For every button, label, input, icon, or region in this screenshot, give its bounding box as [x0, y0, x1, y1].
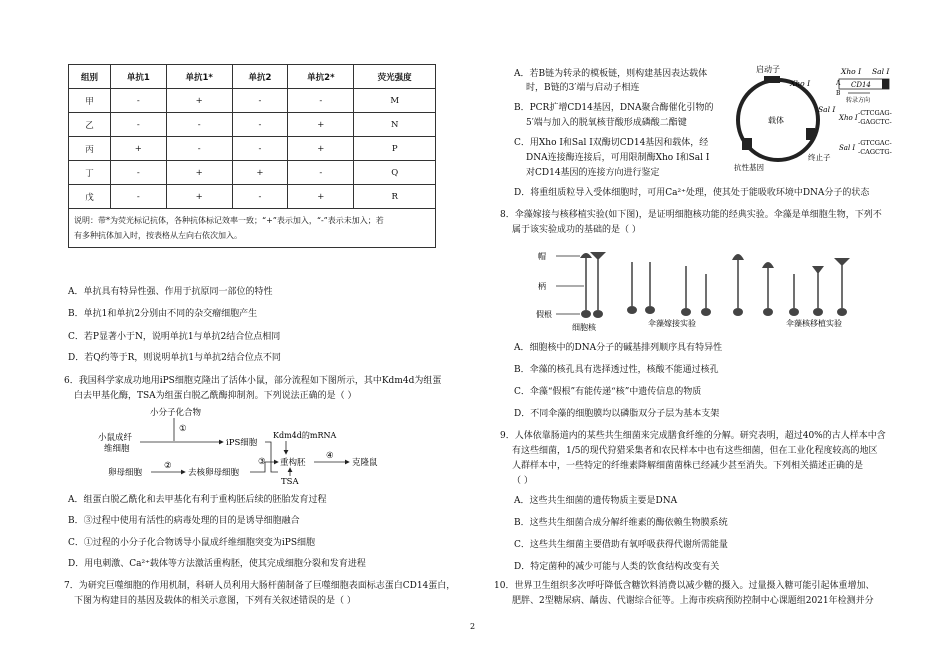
xho-cut-label: Xho I	[839, 114, 858, 122]
q8-stem: 8．伞藻嫁接与核移植实验(如下图)，是证明细胞核功能的经典实验。伞藻是单细胞生物，下列不	[500, 210, 882, 220]
table-cell: Q	[354, 161, 436, 185]
q9-option-d: D．特定菌种的减少可能与人类的饮食结构改变有关	[514, 562, 720, 572]
tsa-label: TSA	[281, 477, 299, 486]
a-chain-label: A	[836, 80, 841, 87]
resistance-mark	[742, 138, 752, 150]
q10-stem: 肥胖、2型糖尿病、龋齿、代谢综合征等。上海市疾病预防控制中心课题组2021年检测并分	[512, 596, 874, 606]
q5-option-b: B．单抗1和单抗2分别由不同的杂交瘤细胞产生	[68, 309, 258, 319]
step-1-label: ①	[179, 424, 187, 434]
q7-option-a: A．若B链为转录的模板链，则构建基因表达载体	[514, 69, 708, 79]
rhizoid-shape	[681, 308, 691, 316]
q7-stem: 7．为研究巨噬细胞的作用机制，科研人员利用大肠杆菌制备了巨噬细胞表面标志蛋白CD14蛋白，	[64, 581, 456, 591]
resistance-label: 抗性基因	[734, 163, 764, 172]
enucleated-label: 去核卵母细胞	[188, 468, 240, 478]
cap-shape	[812, 266, 824, 274]
table-cell: -	[110, 113, 166, 137]
table-header: 单抗2*	[288, 65, 354, 89]
q8-option-a: A．细胞核中的DNA分子的碱基排列顺序具有特异性	[514, 343, 723, 353]
antibody-table	[68, 64, 436, 248]
table-row	[69, 89, 436, 113]
q7-option-c: DNA连接酶连接后，可用限制酶Xho I和Sal I	[526, 153, 710, 163]
table-cell: +	[110, 137, 166, 161]
q8-stem: 属于该实验成功的基础的是（ ）	[512, 225, 641, 235]
table-cell: -	[232, 89, 288, 113]
mouse-fiber-label: 小鼠成纤	[98, 433, 133, 443]
xho-label: Xho I	[841, 67, 862, 76]
q8-option-b: B．伞藻的核孔具有选择透过性，核酸不能通过核孔	[514, 365, 719, 375]
step-2-label: ②	[164, 461, 172, 471]
rhizoid-shape	[733, 308, 743, 316]
table-cell: +	[288, 185, 354, 209]
table-header: 组别	[69, 65, 111, 89]
table-cell: -	[232, 137, 288, 161]
xho-cut-seq: -CTCGAG-	[858, 109, 892, 117]
xho-site-label: Xho I	[790, 79, 811, 88]
q7-option-c: 对CD14基因的连接方向进行鉴定	[526, 168, 660, 178]
q7-option-a: 时，B链的3′端与启动子相连	[526, 83, 640, 93]
table-cell: 戊	[69, 185, 111, 209]
table-header: 单抗1	[110, 65, 166, 89]
q9-option-b: B．这些共生细菌合成分解纤维素的酶依赖生物膜系统	[514, 518, 728, 528]
table-cell: P	[354, 137, 436, 161]
q7-stem: 下图为构建目的基因及载体的相关示意图，下列有关叙述错误的是（ ）	[74, 596, 356, 606]
rhizoid-shape	[763, 308, 773, 316]
q9-stem: 9．人体依靠肠道内的某些共生细菌来完成膳食纤维的分解。研究表明，超过40%的古人样本中含	[500, 431, 886, 441]
table-cell: -	[110, 185, 166, 209]
cap-shape	[580, 253, 592, 258]
q8-option-c: C．伞藻“假根”有能传递“核”中遗传信息的物质	[514, 387, 702, 397]
q6-option-b: B．③过程中使用有活性的病毒处理的目的是诱导细胞融合	[68, 516, 300, 526]
table-cell: M	[354, 89, 436, 113]
table-header: 单抗1*	[166, 65, 232, 89]
rhizoid-shape	[627, 306, 637, 314]
q9-stem: （ ）	[512, 476, 533, 486]
q9-option-a: A．这些共生细菌的遗传物质主要是DNA	[514, 496, 678, 506]
q6-option-d: D．用电刺激、Ca²⁺载体等方法激活重构胚，使其完成细胞分裂和发育进程	[68, 559, 366, 569]
table-cell: +	[288, 137, 354, 161]
table-cell: -	[232, 185, 288, 209]
table-cell: +	[166, 185, 232, 209]
table-header-row	[69, 65, 436, 89]
q10-stem: 10．世界卫生组织多次呼吁降低含糖饮料消费以减少糖的摄入。过量摄入糖可能引起体重增加、	[494, 581, 875, 591]
table-cell: N	[354, 113, 436, 137]
cap-shape	[762, 262, 774, 268]
table-cell: +	[232, 161, 288, 185]
q5-option-c: C．若P显著小于N，说明单抗1与单抗2结合位点相同	[68, 332, 281, 342]
cap-shape	[590, 252, 606, 260]
q6-option-a: A．组蛋白脱乙酰化和去甲基化有利于重构胚后续的胚胎发育过程	[68, 495, 327, 505]
q9-stem: 人群样本中，一些特定的纤维素降解细菌菌株已经减少甚至消失。下列相关描述正确的是	[512, 461, 864, 471]
table-note-line: 说明：带*为荧光标记抗体，各种抗体标记效率一致；“+”表示加入，“-”表示未加入；若	[74, 216, 384, 225]
rhizoid-shape	[701, 308, 711, 316]
graft-label: 伞藻嫁接实验	[648, 319, 696, 328]
q6-flow-diagram	[68, 404, 436, 486]
ips-label: iPS细胞	[226, 438, 258, 448]
table-header: 单抗2	[232, 65, 288, 89]
cd14-label: CD14	[851, 81, 871, 89]
table-cell: -	[288, 89, 354, 113]
cap-label: 帽	[538, 252, 546, 261]
b-chain-label: B	[836, 90, 841, 97]
step-3-label: ③	[258, 457, 266, 467]
sal-cut-label: Sal I	[839, 144, 856, 152]
xho-cut-seq: -GAGCTC-	[858, 118, 892, 126]
q7-option-c: C．用Xho I和Sal I双酶切CD14基因和载体，经	[514, 138, 709, 148]
q6-stem: 6．我国科学家成功地用iPS细胞克隆出了活体小鼠，部分流程如下图所示，其中Kdm4d为组蛋	[64, 376, 442, 386]
table-row	[69, 161, 436, 185]
table-cell: +	[166, 161, 232, 185]
oocyte-label: 卵母细胞	[108, 468, 143, 478]
q5-option-d: D．若Q约等于R，则说明单抗1与单抗2结合位点不同	[68, 353, 281, 363]
table-cell: R	[354, 185, 436, 209]
q8-option-d: D．不同伞藻的细胞膜均以磷脂双分子层为基本支架	[514, 409, 720, 419]
rhizoid-shape	[593, 310, 603, 318]
small-molecule-label: 小分子化合物	[150, 408, 202, 418]
rhizoid-shape	[789, 308, 799, 316]
table-cell: 乙	[69, 113, 111, 137]
page-number: 2	[470, 622, 476, 631]
cd14-gene-end	[882, 79, 889, 89]
table-cell: -	[288, 161, 354, 185]
rhizoid-shape	[813, 308, 823, 316]
q5-option-a: A．单抗具有特异性强、作用于抗原同一部位的特性	[68, 287, 273, 297]
promoter-mark	[764, 76, 780, 83]
table-note-line: 有多种抗体加入时，按表格从左向右依次加入。	[74, 231, 242, 240]
merge-line	[265, 442, 278, 472]
terminator-mark	[806, 128, 815, 140]
table-cell: 丙	[69, 137, 111, 161]
q9-stem: 有这些细菌，1/5的现代狩猎采集者和农民样本中也有这些细菌，但在工业化程度较高的地区	[512, 446, 878, 456]
stalk-label: 柄	[538, 282, 546, 291]
table-header: 荧光强度	[354, 65, 436, 89]
embryo-label: 重构胚	[280, 458, 306, 468]
cap-shape	[732, 254, 744, 260]
table-note	[69, 209, 436, 248]
table-cell: -	[166, 137, 232, 161]
sal-site-label: Sal I	[818, 105, 836, 114]
promoter-label: 启动子	[756, 65, 780, 74]
table-row	[69, 113, 436, 137]
rhizoid-shape	[581, 310, 591, 318]
cap-shape	[834, 258, 850, 266]
table-cell: -	[110, 89, 166, 113]
table-cell: +	[288, 113, 354, 137]
vector-label: 载体	[768, 116, 784, 125]
sal-cut-seq: -CAGCTG-	[858, 148, 892, 156]
table-row	[69, 185, 436, 209]
rhizoid-label: 假根	[536, 310, 552, 319]
q7-option-b: 5′端与加入的脱氧核苷酸形成磷酸二酯键	[526, 118, 687, 128]
sal-label: Sal I	[872, 67, 890, 76]
mouse-fiber-label: 维细胞	[104, 444, 130, 454]
q6-stem: 白去甲基化酶，TSA为组蛋白脱乙酰酶抑制剂。下列说法正确的是（ ）	[74, 391, 357, 401]
table-cell: -	[232, 113, 288, 137]
table-note-row	[69, 209, 436, 248]
table-cell: +	[166, 89, 232, 113]
sal-cut-seq: -GTCGAC-	[858, 139, 892, 147]
rhizoid-shape	[645, 306, 655, 314]
q6-option-c: C．①过程的小分子化合物诱导小鼠成纤维细胞突变为iPS细胞	[68, 538, 315, 548]
q7-plasmid-diagram	[724, 62, 894, 186]
q9-option-c: C．这些共生细菌主要借助有氧呼吸获得代谢所需能量	[514, 540, 728, 550]
terminator-label: 终止子	[808, 153, 831, 162]
transcription-label: 转录方向	[846, 97, 871, 104]
rhizoid-shape	[837, 308, 847, 316]
q8-acetabularia-diagram	[536, 244, 876, 334]
transplant-label: 伞藻核移植实验	[786, 319, 842, 328]
kdm-label: Kdm4d的mRNA	[273, 431, 337, 440]
table-row	[69, 137, 436, 161]
step-4-label: ④	[326, 451, 334, 461]
clone-label: 克隆鼠	[352, 458, 378, 468]
table-cell: -	[166, 113, 232, 137]
table-cell: -	[110, 161, 166, 185]
q7-option-b: B．PCR扩增CD14基因，DNA聚合酶催化引物的	[514, 103, 714, 113]
nucleus-label: 细胞核	[572, 323, 596, 332]
table-cell: 丁	[69, 161, 111, 185]
table-cell: 甲	[69, 89, 111, 113]
q7-option-d: D．将重组质粒导入受体细胞时，可用Ca²⁺处理，使其处于能吸收环境中DNA分子的状态	[514, 188, 870, 198]
